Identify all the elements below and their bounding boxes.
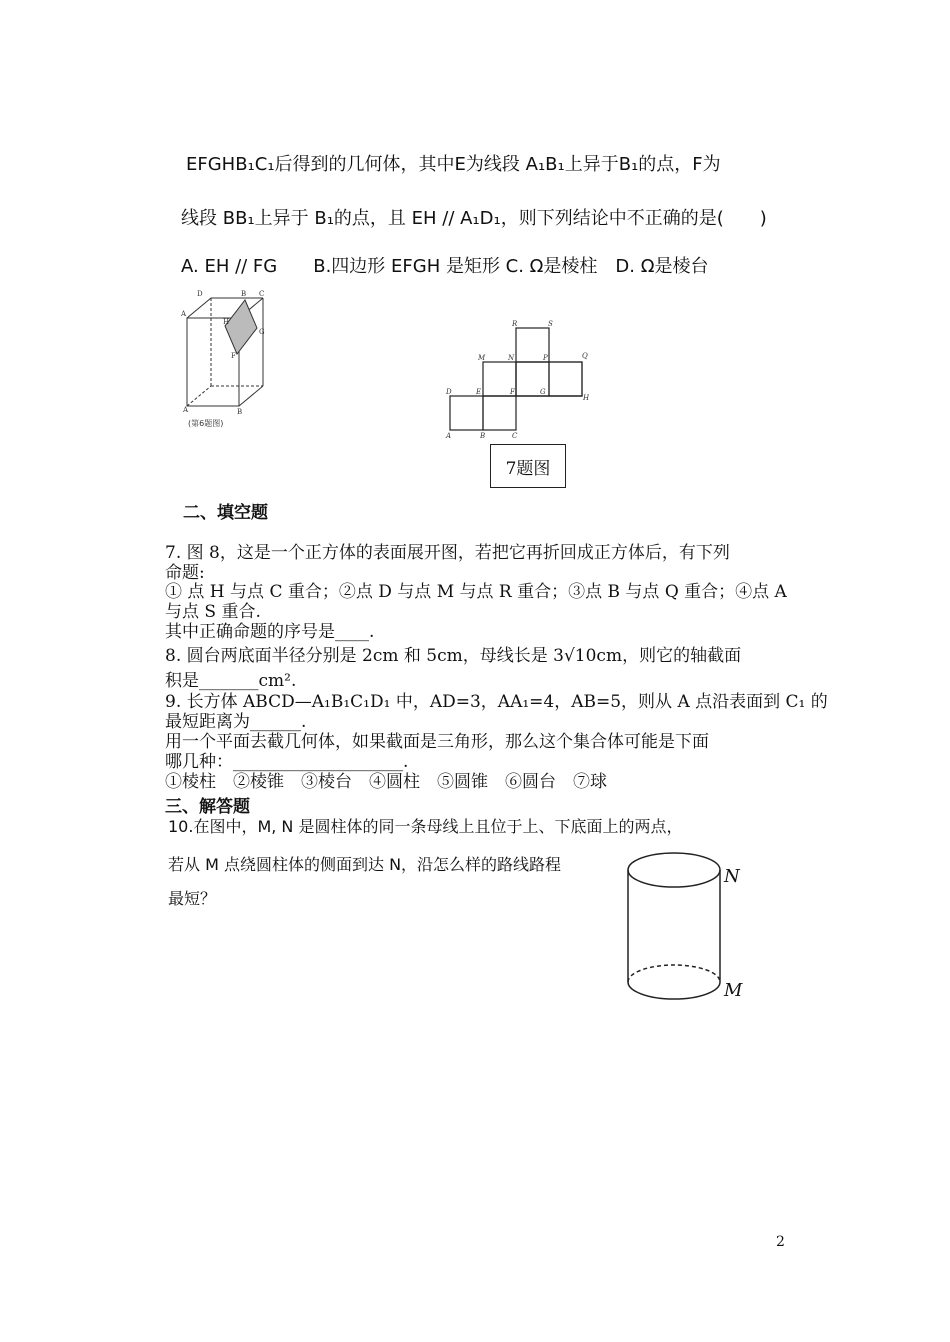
q10-line3: 最短？ [168,889,217,908]
svg-text:A: A [183,406,189,414]
q7-line5: 其中正确命题的序号是____. [165,622,375,642]
q8-line2: 积是_______cm². [165,671,297,691]
fig7-cube-net-diagram [440,318,600,448]
svg-text:N: N [508,354,515,362]
q10-line2: 若从 M 点绕圆柱体的侧面到达 N，沿怎么样的路线路程 [168,855,562,874]
cylinder-label-n: N [724,866,740,887]
q7-line3: ① 点 H 与点 C 重合；②点 D 与点 M 与点 R 重合；③点 B 与点 Q 重合；④点 A [165,582,787,602]
q9-line5: ①棱柱 ②棱锥 ③棱台 ④圆柱 ⑤圆锥 ⑥圆台 ⑦球 [165,772,607,792]
svg-text:B: B [237,408,243,416]
svg-text:H: H [583,394,590,402]
svg-text:B: B [241,290,247,298]
svg-text:R: R [512,320,518,328]
fig6-cuboid-diagram [175,288,275,438]
svg-text:E: E [476,388,482,396]
svg-text:C: C [259,290,265,298]
q6-line1: EFGHB₁C₁后得到的几何体，其中E为线段 A₁B₁上异于B₁的点，F为 [186,154,721,175]
cylinder-label-m: M [724,980,743,1001]
q9-line3: 用一个平面去截几何体，如果截面是三角形，那么这个集合体可能是下面 [165,732,709,752]
fig7-caption: 7题图 [505,458,551,479]
svg-text:G: G [259,328,265,336]
svg-text:B: B [480,432,486,440]
q10-line1: 10.在图中，M, N 是圆柱体的同一条母线上且位于上、下底面上的两点， [168,817,683,836]
svg-text:C: C [512,432,518,440]
svg-text:D: D [197,290,203,298]
svg-text:Q: Q [582,352,588,360]
q9-line4: 哪几种：____________________. [165,752,409,772]
svg-text:H: H [223,318,230,326]
q8-line1: 8. 圆台两底面半径分别是 2cm 和 5cm，母线长是 3√10cm，则它的轴截面 [165,646,742,666]
svg-text:F: F [510,388,515,396]
svg-text:S: S [548,320,553,328]
q7-line4: 与点 S 重合. [165,602,261,622]
svg-text:P: P [543,354,548,362]
svg-text:F: F [231,352,236,360]
svg-text:A: A [181,310,187,318]
q6-options: A. EH // FG B.四边形 EFGH 是矩形 C. Ω是棱柱 D. Ω是棱台 [181,256,709,277]
section3-title: 三、解答题 [165,797,250,817]
svg-text:D: D [446,388,452,396]
svg-text:A: A [446,432,452,440]
fig6-caption: (第6题图) [188,419,224,428]
page-number: 2 [776,1234,785,1250]
svg-text:M: M [478,354,486,362]
fig7-caption-box [490,444,566,488]
svg-text:G: G [540,388,546,396]
q6-line2: 线段 BB₁上异于 B₁的点，且 EH // A₁D₁，则下列结论中不正确的是( ) [181,208,767,229]
section2-title: 二、填空题 [183,503,268,523]
q9-line2: 最短距离为______. [165,712,307,732]
q9-line1: 9. 长方体 ABCD—A₁B₁C₁D₁ 中，AD=3，AA₁=4，AB=5，则从 A 点沿表面到 C₁ 的 [165,692,828,712]
q7-line2: 命题: [165,563,205,583]
q7-line1: 7. 图 8，这是一个正方体的表面展开图，若把它再折回成正方体后，有下列 [165,543,730,563]
